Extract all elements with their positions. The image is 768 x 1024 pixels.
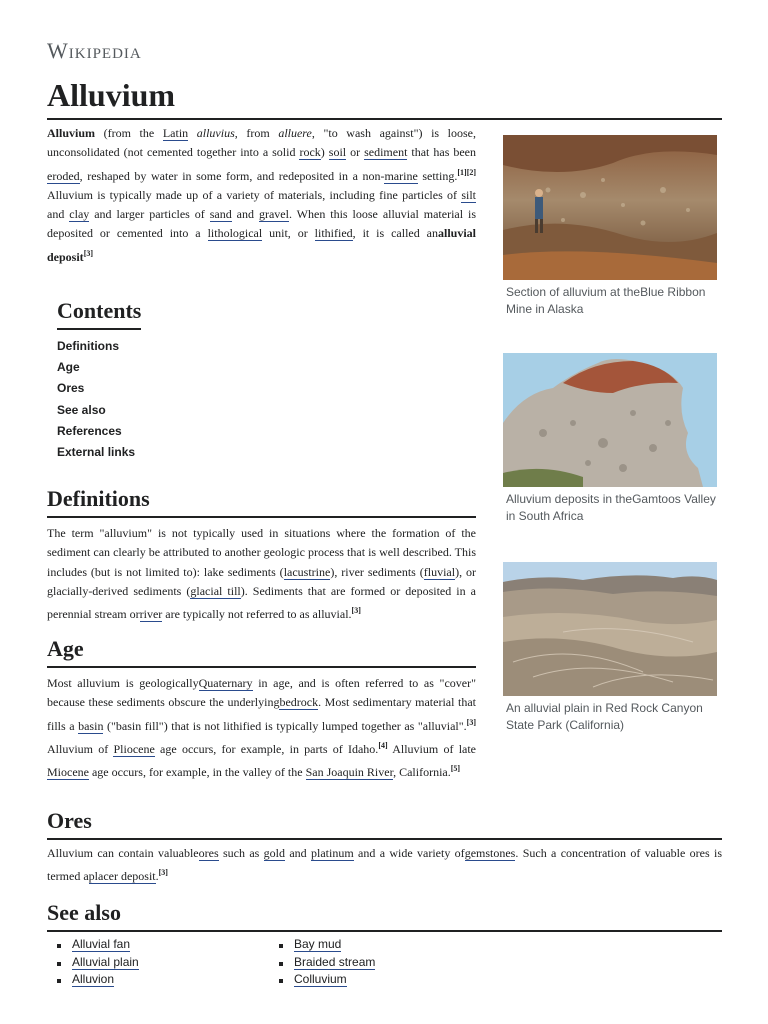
link-glacial-till[interactable]: glacial till bbox=[190, 583, 241, 598]
link-eroded[interactable]: eroded bbox=[47, 168, 80, 183]
text: unit, or bbox=[262, 226, 315, 241]
text: . Most sedimentary material that fills a bbox=[47, 695, 477, 733]
reference-marker[interactable]: [1][2] bbox=[457, 167, 477, 177]
link-san-joaquin-river[interactable]: San Joaquin River bbox=[305, 765, 394, 780]
link-soil[interactable]: soil bbox=[328, 145, 347, 160]
reference-marker[interactable]: [3] bbox=[83, 248, 94, 258]
text: ), or glacially-derived sediments ( bbox=[47, 564, 477, 598]
link-lacustrine[interactable]: lacustrine bbox=[283, 564, 331, 579]
text: age occurs, for example, in parts of Idaho. bbox=[154, 741, 379, 756]
list-item[interactable] bbox=[47, 936, 139, 954]
link-gemstones[interactable]: gemstones bbox=[464, 846, 516, 860]
reference-marker[interactable]: [5] bbox=[450, 764, 461, 774]
list-item[interactable] bbox=[47, 954, 139, 972]
reference-marker[interactable]: [4] bbox=[378, 740, 388, 750]
reference-marker[interactable]: [3] bbox=[158, 868, 168, 878]
text: in age, and is often referred to as "cover" because these sediments obscure the underlying bbox=[47, 676, 477, 710]
text: Most alluvium is geologically bbox=[47, 676, 199, 690]
text: Alluvium of late bbox=[387, 741, 477, 756]
link-ores[interactable]: ores bbox=[198, 846, 219, 860]
link-basin[interactable]: basin bbox=[78, 718, 104, 733]
reference-marker[interactable]: [3] bbox=[466, 717, 476, 727]
text: and bbox=[285, 846, 312, 860]
list-item[interactable] bbox=[269, 936, 375, 954]
toc-title: Contents bbox=[57, 296, 141, 330]
alluvium-section-photo[interactable] bbox=[503, 135, 717, 280]
text: ). Sediments that are formed or deposited in a perennial stream or bbox=[47, 583, 476, 622]
lead-term: Alluvium bbox=[47, 126, 96, 140]
text: , California. bbox=[393, 765, 451, 780]
caption-link[interactable]: Blue Ribbon Mine bbox=[506, 285, 706, 316]
text: Alluvium of bbox=[47, 741, 114, 756]
toc-item-see-also[interactable]: See also bbox=[57, 402, 106, 417]
text: The term "alluvium" is not typically used in situations where the formation of the sediment can clearly be attributed to another geologic process that is well described. This includes (but is not limited to): lake sediments ( bbox=[47, 526, 476, 579]
text: . bbox=[155, 869, 159, 884]
link-bedrock[interactable]: bedrock bbox=[279, 695, 319, 710]
bold-term: alluvial deposit bbox=[47, 226, 476, 264]
link-lithological[interactable]: lithological bbox=[207, 226, 263, 241]
list-item[interactable] bbox=[269, 971, 375, 989]
caption-link[interactable]: Red Rock Canyon State Park bbox=[506, 701, 703, 732]
text: such as bbox=[218, 846, 264, 860]
heading-see-also: See also bbox=[47, 898, 722, 932]
toc-item-ores[interactable]: Ores bbox=[57, 381, 85, 396]
text: , from bbox=[234, 126, 279, 140]
heading-age: Age bbox=[47, 634, 476, 668]
heading-definitions: Definitions bbox=[47, 484, 476, 518]
list-item[interactable] bbox=[269, 954, 375, 972]
text: and a wide variety of bbox=[353, 846, 465, 860]
page-title: Alluvium bbox=[47, 74, 722, 120]
toc-item-references[interactable]: References bbox=[57, 423, 122, 438]
text: ) bbox=[320, 145, 329, 160]
text: and larger particles of bbox=[89, 207, 210, 222]
link-fluvial[interactable]: fluvial bbox=[423, 564, 456, 579]
text: Alluvium is typically made up of a variety of materials, including fine particles of bbox=[47, 187, 462, 202]
link-alluvial-fan[interactable]: Alluvial fan bbox=[72, 937, 131, 951]
reference-marker[interactable]: [3] bbox=[351, 606, 361, 616]
gamtoos-deposits-photo[interactable] bbox=[503, 353, 717, 487]
see-also-list-1 bbox=[47, 936, 139, 989]
toc-item-external-links[interactable]: External links bbox=[57, 444, 136, 459]
text: and bbox=[231, 207, 259, 222]
age-paragraph bbox=[47, 674, 476, 782]
text: age occurs, for example, in the valley of the bbox=[88, 765, 306, 780]
link-river[interactable]: river bbox=[139, 607, 163, 622]
text: setting. bbox=[417, 168, 458, 183]
text: that has been bbox=[407, 145, 477, 160]
link-quaternary[interactable]: Quaternary bbox=[198, 676, 253, 690]
link-platinum[interactable]: platinum bbox=[311, 846, 354, 860]
figure-caption bbox=[503, 284, 717, 317]
link-gold[interactable]: gold bbox=[263, 846, 285, 860]
wikipedia-wordmark[interactable]: Wikipedia bbox=[47, 38, 142, 63]
ores-paragraph bbox=[47, 844, 722, 887]
text: Section of alluvium at the bbox=[506, 285, 641, 299]
text: , it is called an bbox=[352, 226, 438, 241]
link-rock[interactable]: rock bbox=[299, 145, 321, 160]
text: . Such a concentration of valuable ores is termed a bbox=[47, 846, 723, 884]
figure-alluvium-section bbox=[503, 135, 717, 317]
table-of-contents bbox=[57, 296, 257, 463]
list-item[interactable] bbox=[47, 971, 139, 989]
text: in South Africa bbox=[506, 508, 584, 523]
link-miocene[interactable]: Miocene bbox=[47, 765, 89, 780]
link-pliocene[interactable]: Pliocene bbox=[113, 741, 155, 756]
figure-caption bbox=[503, 700, 717, 733]
text: . When this loose alluvial material is deposited or cemented into a bbox=[47, 207, 477, 241]
link-gravel[interactable]: gravel bbox=[258, 207, 289, 222]
link-silt[interactable]: silt bbox=[461, 187, 476, 202]
link-clay[interactable]: clay bbox=[69, 207, 90, 222]
link-bay-mud[interactable]: Bay mud bbox=[294, 937, 342, 951]
text: (from the bbox=[95, 126, 163, 140]
text: are typically not referred to as alluvial. bbox=[162, 607, 352, 622]
text: in Alaska bbox=[532, 301, 584, 316]
link-alluvion[interactable]: Alluvion bbox=[72, 972, 115, 987]
text: alluvius bbox=[196, 126, 235, 140]
lead-paragraph bbox=[47, 124, 476, 267]
link-placer-deposit[interactable]: placer deposit bbox=[88, 869, 156, 884]
figure-caption bbox=[503, 491, 717, 524]
figure-gamtoos-deposits bbox=[503, 353, 717, 524]
link-lithified[interactable]: lithified bbox=[314, 226, 353, 241]
link-braided-stream[interactable]: Braided stream bbox=[294, 954, 376, 969]
toc-item-definitions[interactable]: Definitions bbox=[57, 339, 119, 353]
text: ), river sediments ( bbox=[330, 564, 424, 579]
heading-ores: Ores bbox=[47, 806, 722, 840]
text: Alluvium can contain valuable bbox=[47, 846, 199, 860]
text bbox=[188, 126, 197, 140]
text: , reshaped by water in some form, and redeposited in a non- bbox=[79, 168, 385, 183]
link-latin[interactable]: Latin bbox=[162, 126, 189, 140]
figure-alluvial-plain bbox=[503, 562, 717, 733]
text: (California) bbox=[562, 717, 625, 732]
toc-item-age[interactable]: Age bbox=[57, 360, 80, 375]
caption-link[interactable]: Gamtoos Valley bbox=[632, 492, 716, 506]
text: and bbox=[47, 207, 70, 222]
alluvial-plain-photo[interactable] bbox=[503, 562, 717, 696]
link-marine[interactable]: marine bbox=[384, 168, 418, 183]
link-colluvium[interactable]: Colluvium bbox=[294, 972, 347, 987]
link-sand[interactable]: sand bbox=[209, 207, 232, 222]
text: or bbox=[346, 145, 365, 160]
text: , "to wash against") is loose, unconsolidated (not cemented together into a solid bbox=[47, 126, 477, 160]
text: Alluvium deposits in the bbox=[506, 492, 633, 506]
definitions-paragraph bbox=[47, 524, 476, 624]
text: ("basin fill") that is not lithified is typically lumped together as "alluvial". bbox=[103, 718, 467, 733]
text: alluere bbox=[278, 126, 312, 140]
link-alluvial-plain[interactable]: Alluvial plain bbox=[72, 954, 139, 969]
text: An alluvial plain in bbox=[506, 701, 606, 715]
see-also-list-2 bbox=[269, 936, 375, 989]
link-sediment[interactable]: sediment bbox=[364, 145, 408, 160]
